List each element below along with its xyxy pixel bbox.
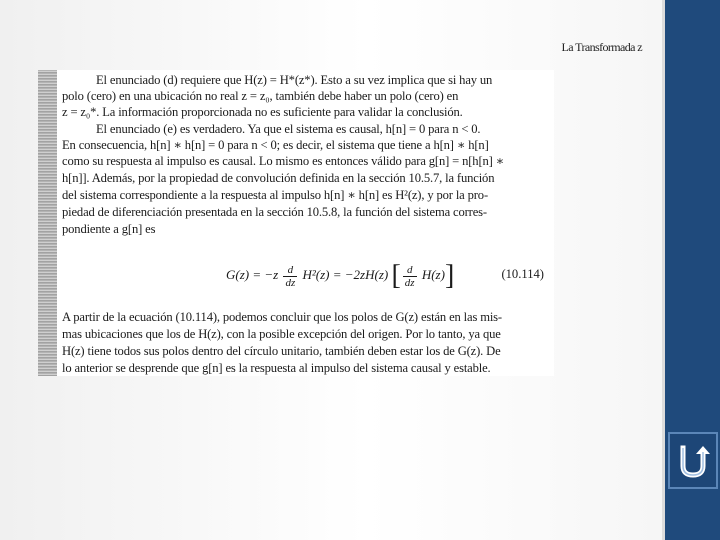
left-bracket: [ [391, 260, 401, 291]
equation-lhs: G(z) = −z [226, 266, 279, 282]
return-u-arrow-icon [675, 442, 711, 480]
text-line: h[n]]. Además, por la propiedad de convolución definida en la sección 10.5.7, la función [62, 171, 495, 185]
text-line: del sistema correspondiente a la respuesta al impulso h[n] ∗ h[n] es H²(z), y por la pro- [62, 188, 488, 202]
text-line: mas ubicaciones que los de H(z), con la posible excepción del origen. Por lo tanto, ya que [62, 327, 501, 341]
derivative-fraction: $\frac{d}{dz}$ [404, 263, 415, 289]
text-line: H(z) tiene todos sus polos dentro del círculo unitario, también deben estar los de G(z). De [62, 344, 501, 358]
return-button[interactable] [668, 432, 718, 489]
text-line: z = z₀*. La información proporcionada no es suficiente para validar la conclusión. [62, 105, 463, 119]
text-line: polo (cero) en una ubicación no real z = z₀, también debe haber un polo (cero) en [62, 89, 459, 103]
equation-term: H²(z) = −2zH(z) [302, 266, 389, 282]
text-line: pondiente a g[n] es [62, 222, 156, 236]
text-line: El enunciado (d) requiere que H(z) = H*(z*). Esto a su vez implica que si hay un [96, 73, 493, 87]
text-line: En consecuencia, h[n] ∗ h[n] = 0 para n < 0; es decir, el sistema que tiene a h[n] ∗ h[n] [62, 138, 489, 152]
slide-title: La Transformada z [561, 40, 642, 54]
derivative-fraction: $\frac{d}{dz}$ [285, 263, 296, 289]
equation-term: H(z) [421, 266, 445, 282]
equation-10-114 [62, 262, 552, 290]
equation-body [226, 262, 454, 290]
equation-number: (10.114) [501, 267, 544, 281]
scan-edge-strip [38, 70, 57, 376]
text-line: El enunciado (e) es verdadero. Ya que el sistema es causal, h[n] = 0 para n < 0. [96, 122, 481, 136]
text-line: como su respuesta al impulso es causal. Lo mismo es entonces válido para g[n] = n[h[n] ∗ [62, 154, 505, 168]
right-bracket: ] [444, 260, 455, 291]
scanned-page-image [38, 70, 554, 376]
text-line: lo anterior se desprende que g[n] es la respuesta al impulso del sistema causal y estable. [62, 361, 491, 375]
text-line: A partir de la ecuación (10.114), podemos concluir que los polos de G(z) están en las mis- [62, 310, 502, 324]
text-line: piedad de diferenciación presentada en la sección 10.5.8, la función del sistema corres- [62, 205, 487, 219]
